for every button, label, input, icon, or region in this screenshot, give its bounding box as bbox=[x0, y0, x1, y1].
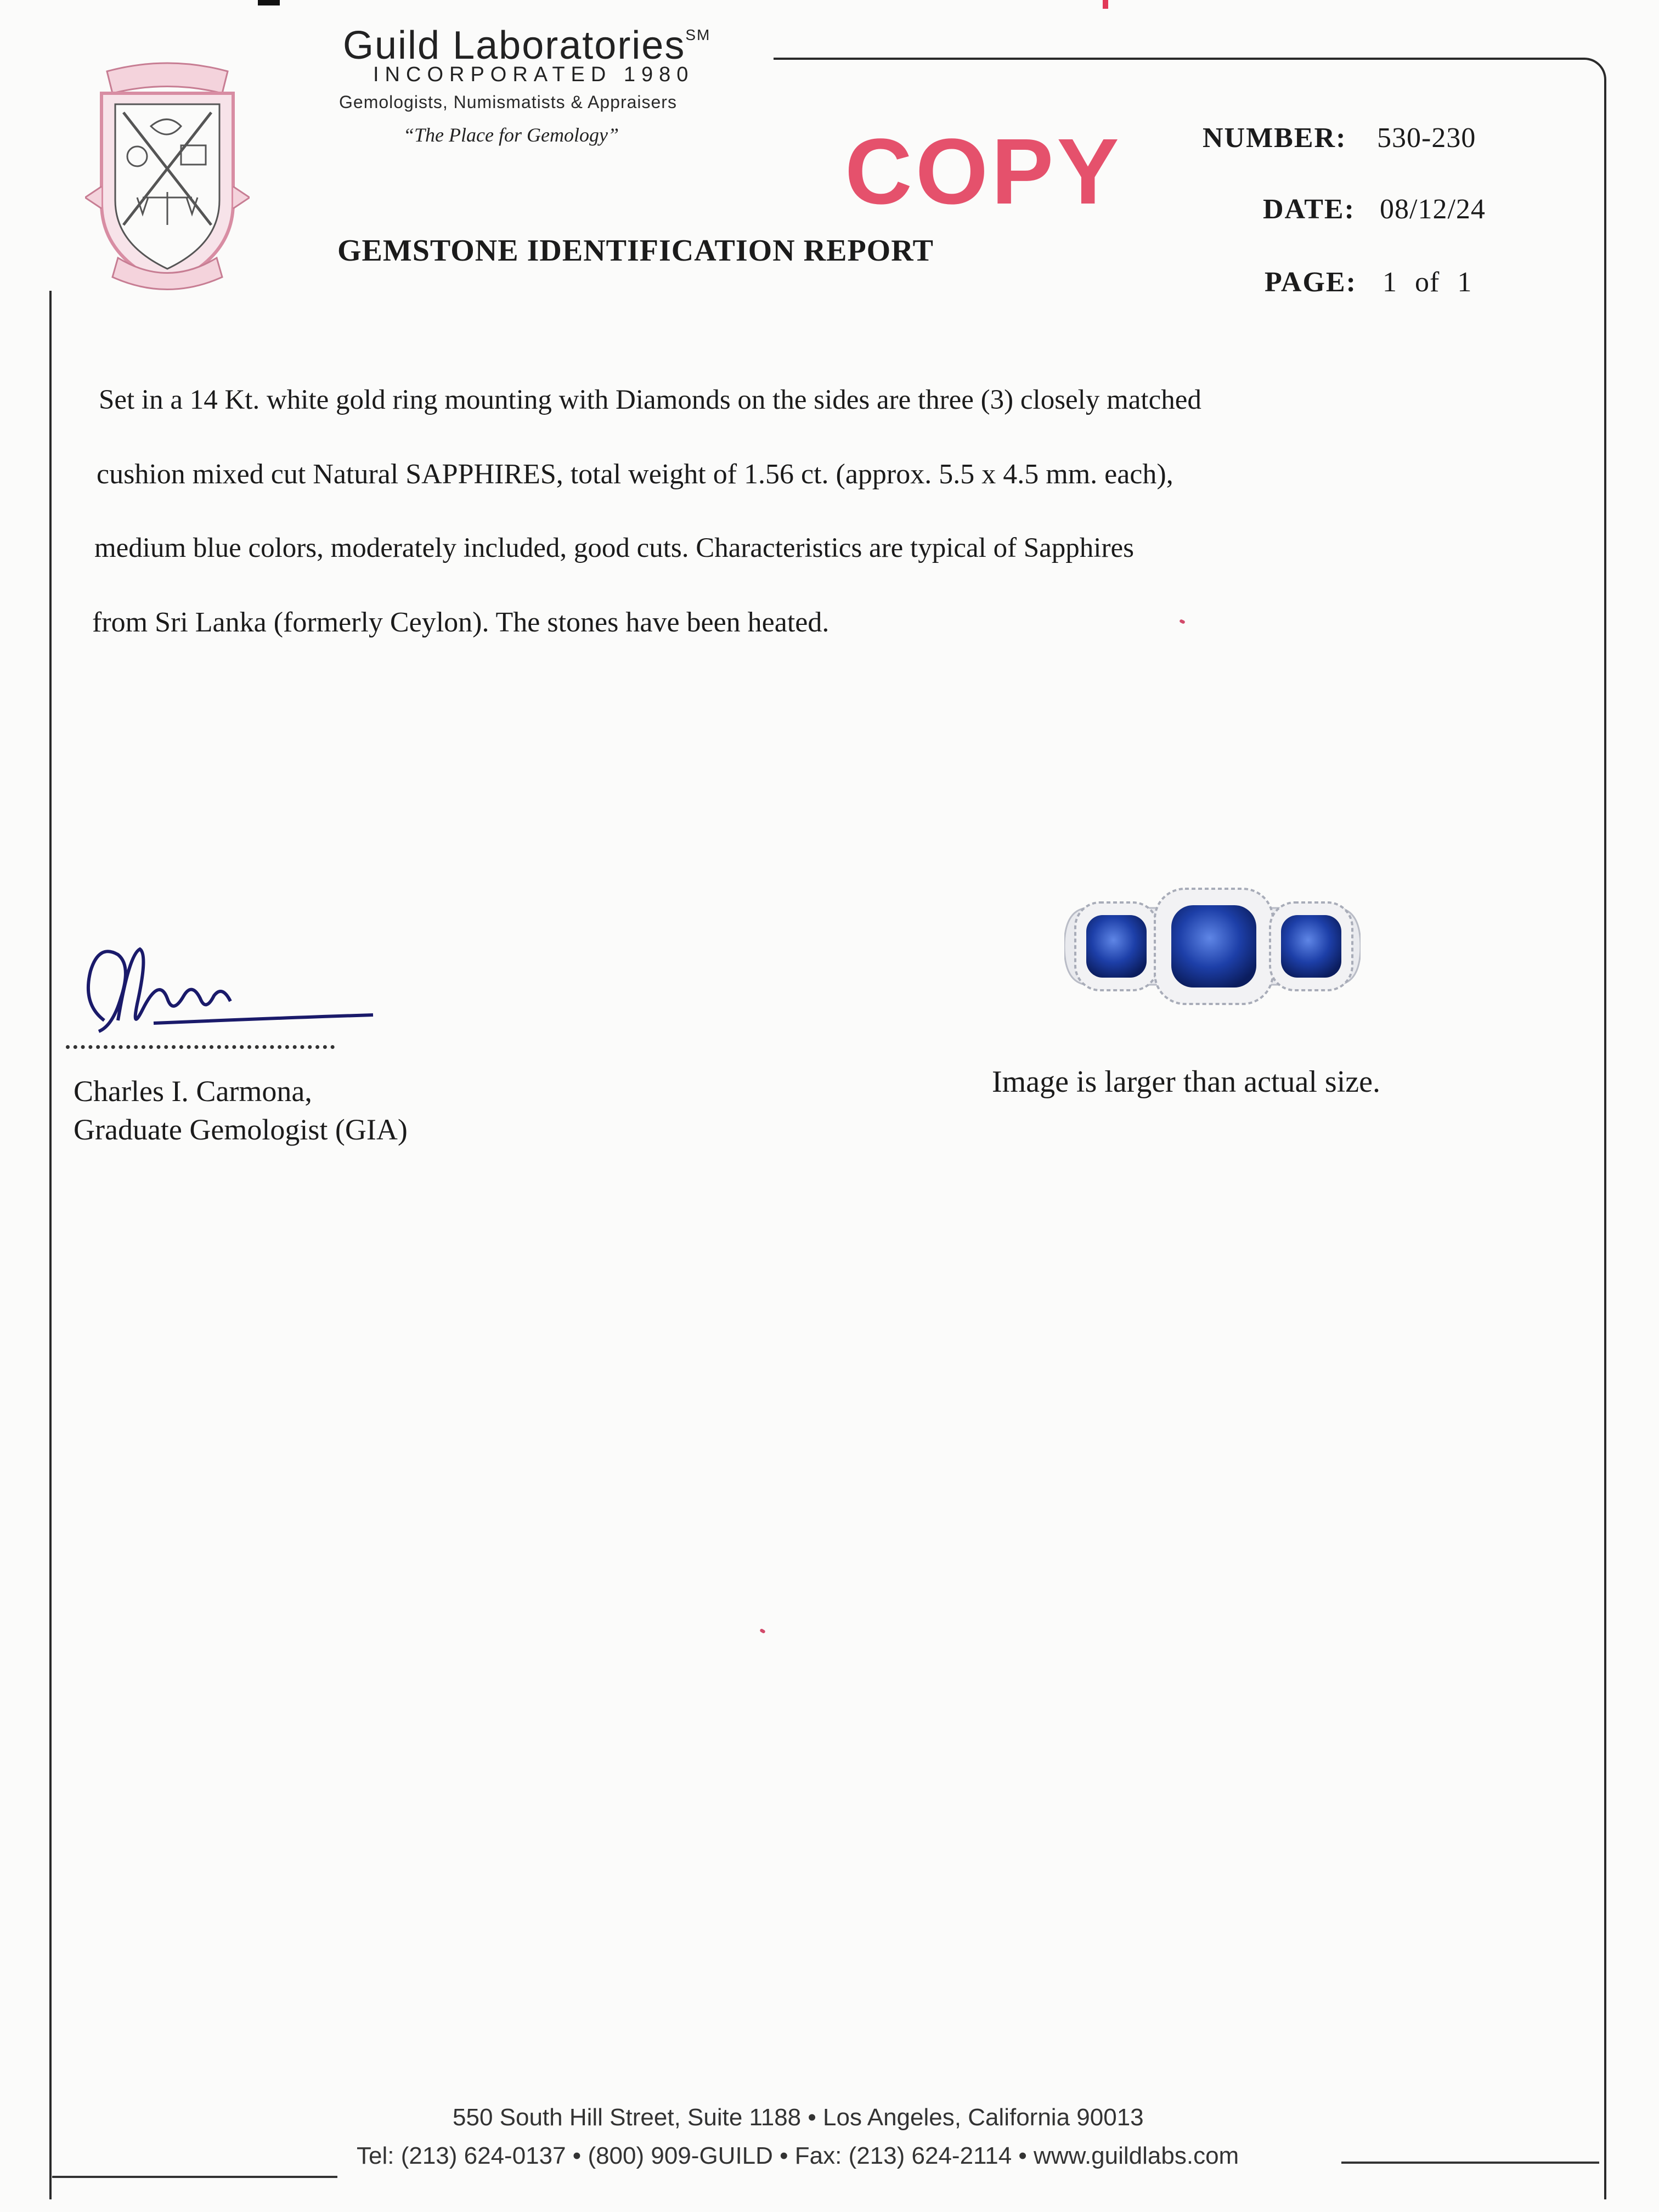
lab-subtitle: Gemologists, Numismatists & Appraisers bbox=[339, 92, 677, 112]
signatory-title: Graduate Gemologist (GIA) bbox=[74, 1113, 408, 1146]
three-stone-sapphire-ring-image bbox=[1064, 878, 1361, 1015]
footer-rule-left bbox=[52, 2176, 337, 2178]
date-label: DATE: bbox=[1263, 194, 1355, 225]
footer-address: 550 South Hill Street, Suite 1188 • Los Angeles, California 90013 bbox=[453, 2104, 1144, 2131]
description-line-4: from Sri Lanka (formerly Ceylon). The stones have been heated. bbox=[92, 607, 830, 638]
copy-stamp: COPY bbox=[845, 120, 1122, 224]
trademark-mark: SM bbox=[685, 26, 711, 43]
page-value: 1 of 1 bbox=[1383, 267, 1472, 298]
handwritten-signature bbox=[66, 922, 395, 1048]
lab-motto: “The Place for Gemology” bbox=[403, 124, 619, 146]
incorporated-line: INCORPORATED 1980 bbox=[373, 63, 695, 86]
top-edge-marks bbox=[258, 0, 1108, 12]
signatory-name: Charles I. Carmona, bbox=[74, 1075, 312, 1108]
number-label: NUMBER: bbox=[1203, 122, 1347, 154]
footer-contact: Tel: (213) 624-0137 • (800) 909-GUILD • Fax: (213) 624-2114 • www.guildlabs.com bbox=[357, 2142, 1239, 2169]
number-value: 530-230 bbox=[1377, 122, 1476, 154]
description-line-3: medium blue colors, moderately included, good cuts. Characteristics are typical of Sapphires bbox=[94, 533, 1134, 563]
footer-rule-right bbox=[1341, 2162, 1599, 2164]
description-line-1: Set in a 14 Kt. white gold ring mounting with Diamonds on the sides are three (3) closely matched bbox=[99, 385, 1201, 415]
photo-caption: Image is larger than actual size. bbox=[992, 1065, 1380, 1099]
signature-dotted-line bbox=[66, 1045, 335, 1049]
lab-name: Guild Laboratories℠ bbox=[343, 24, 711, 67]
description-line-2: cushion mixed cut Natural SAPPHIRES, total weight of 1.56 ct. (approx. 5.5 x 4.5 mm. each), bbox=[97, 459, 1173, 490]
date-value: 08/12/24 bbox=[1380, 194, 1486, 225]
guild-crest-logo bbox=[85, 60, 250, 291]
page-label: PAGE: bbox=[1265, 267, 1357, 298]
report-title: GEMSTONE IDENTIFICATION REPORT bbox=[337, 234, 934, 268]
